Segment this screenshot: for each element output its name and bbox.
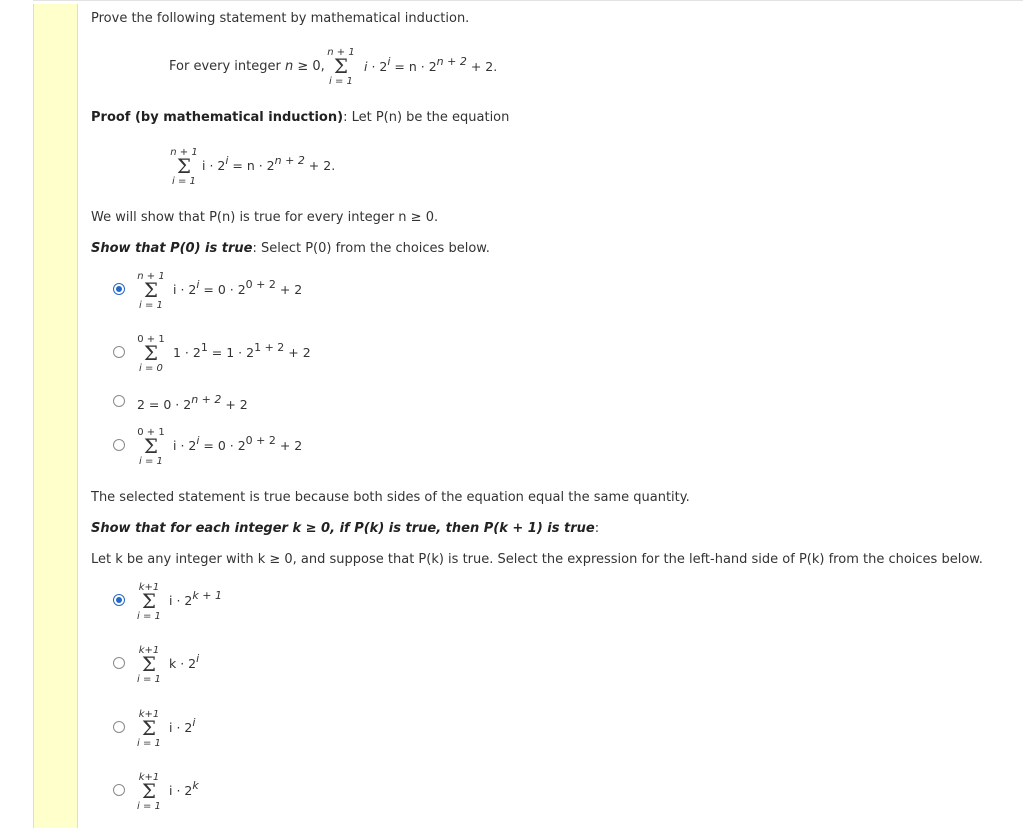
statement-cond: ≥ 0, <box>297 59 325 74</box>
sigma-icon: Σ <box>143 341 159 365</box>
sum-lower: i = 1 <box>137 738 161 749</box>
base-choice-radio-2[interactable] <box>113 346 125 358</box>
choice-exp2: 0 + 2 <box>245 434 276 447</box>
choice-exp: i <box>196 652 200 665</box>
choice-exp1: 1 <box>200 341 208 354</box>
intro-text: Prove the following statement by mathematical induction. <box>91 11 470 26</box>
proof-label: Proof (by mathematical induction) <box>91 110 344 125</box>
statement-tail: + 2. <box>470 59 498 74</box>
statement-exp1: i <box>387 55 391 68</box>
pn-rhs: = n · 2 <box>228 158 275 173</box>
choice-mid: = 0 · 2 <box>199 438 246 453</box>
base-choice-2-expression <box>173 341 311 360</box>
sum-lower: i = 1 <box>137 611 161 622</box>
lhs-choice-4-expression <box>169 779 199 798</box>
choice-exp2: 1 + 2 <box>254 341 285 354</box>
sum-upper: k+1 <box>138 645 160 656</box>
base-choice-1-expression <box>173 278 303 297</box>
sum-lower: i = 1 <box>139 456 163 467</box>
lhs-choice-3-expression <box>169 716 196 735</box>
sum-upper: k+1 <box>138 709 160 720</box>
lhs-choice-radio-2[interactable] <box>113 657 125 669</box>
base-choice-3-expression <box>137 393 248 412</box>
statement-prefix <box>169 59 325 74</box>
sigma-icon: Σ <box>333 54 349 78</box>
lhs-choice-2-expression <box>169 652 200 671</box>
sum-upper: 0 + 1 <box>137 427 165 438</box>
lhs-choice-radio-4[interactable] <box>113 784 125 796</box>
pn-exp1: i <box>225 154 229 167</box>
choice-expr: i · 2 <box>173 438 197 453</box>
base-choice-4-expression <box>173 434 303 453</box>
sigma-icon: Σ <box>141 652 157 676</box>
sum-lower: i = 0 <box>139 363 163 374</box>
base-case-text: : Select P(0) from the choices below. <box>252 241 490 256</box>
base-choice-radio-1[interactable] <box>113 283 125 295</box>
top-border <box>33 0 1023 5</box>
base-conclusion: The selected statement is true because both sides of the equation equal the same quantity. <box>91 490 690 505</box>
statement-var: n <box>285 59 294 74</box>
choice-expr: i · 2 <box>169 783 193 798</box>
lhs-choice-radio-3[interactable] <box>113 721 125 733</box>
sigma-icon: Σ <box>141 779 157 803</box>
statement-body: · 2 <box>371 59 388 74</box>
lhs-choice-radio-1[interactable] <box>113 594 125 606</box>
choice-exp: k + 1 <box>192 589 222 602</box>
sum-lower: i = 1 <box>137 674 161 685</box>
choice-tail: + 2 <box>275 282 303 297</box>
sum-upper: n + 1 <box>327 47 355 58</box>
pn-body: i · 2 <box>202 158 226 173</box>
sum-upper: 0 + 1 <box>137 334 165 345</box>
sum-lower: i = 1 <box>329 76 353 87</box>
choice-exp2: 0 + 2 <box>245 278 276 291</box>
sigma-icon: Σ <box>176 154 192 178</box>
choice-expr: 1 · 2 <box>173 345 201 360</box>
inductive-colon: : <box>594 521 600 536</box>
choice-expr: i · 2 <box>169 720 193 735</box>
let-k-text: Let k be any integer with k ≥ 0, and suppose that P(k) is true. Select the expression for the left-hand side of P(k) from the choices below. <box>91 552 983 567</box>
sum-upper: k+1 <box>138 582 160 593</box>
choice-mid: = 0 · 2 <box>199 282 246 297</box>
base-choice-radio-4[interactable] <box>113 439 125 451</box>
sigma-icon: Σ <box>143 278 159 302</box>
inductive-line <box>91 521 599 536</box>
choice-expr: i · 2 <box>173 282 197 297</box>
choice-exp: k <box>192 779 199 792</box>
statement-rhs: = n · 2 <box>394 59 437 74</box>
choice-exp1: i <box>196 434 200 447</box>
sum-lower: i = 1 <box>172 176 196 187</box>
sum-lower: i = 1 <box>137 801 161 812</box>
proof-text: : Let P(n) be the equation <box>343 110 510 125</box>
choice-expr: 2 = 0 · 2 <box>137 397 192 412</box>
choice-mid: = 1 · 2 <box>207 345 255 360</box>
sum-upper: n + 1 <box>170 147 198 158</box>
base-case-label: Show that P(0) is true <box>91 241 253 256</box>
choice-exp1: n + 2 <box>191 393 222 406</box>
choice-tail: + 2 <box>284 345 311 360</box>
choice-exp1: i <box>196 278 200 291</box>
show-all-text: We will show that P(n) is true for every integer n ≥ 0. <box>91 210 439 225</box>
choice-expr: i · 2 <box>169 593 193 608</box>
base-case-line <box>91 241 490 256</box>
inductive-label: Show that for each integer k ≥ 0, if P(k) is true, then P(k + 1) is true <box>91 521 595 536</box>
statement-exp2: n + 2 <box>436 55 467 68</box>
pn-exp2: n + 2 <box>274 154 305 167</box>
statement-expression: i · 2i = n · 2n + 2 + 2. <box>364 55 498 74</box>
choice-tail: + 2 <box>221 397 248 412</box>
pn-tail: + 2. <box>304 158 336 173</box>
sigma-icon: Σ <box>141 716 157 740</box>
sigma-icon: Σ <box>141 589 157 613</box>
base-choice-radio-3[interactable] <box>113 395 125 407</box>
statement-prefix-text: For every integer <box>169 59 281 74</box>
lhs-choice-1-expression <box>169 589 222 608</box>
sigma-icon: Σ <box>143 434 159 458</box>
choice-exp: i <box>192 716 196 729</box>
question-gutter <box>33 4 78 828</box>
sum-upper: k+1 <box>138 772 160 783</box>
choice-expr: k · 2 <box>169 656 197 671</box>
sum-upper: n + 1 <box>137 271 165 282</box>
pn-expression <box>202 154 336 173</box>
proof-line <box>91 110 509 125</box>
sum-lower: i = 1 <box>139 300 163 311</box>
choice-tail: + 2 <box>275 438 303 453</box>
